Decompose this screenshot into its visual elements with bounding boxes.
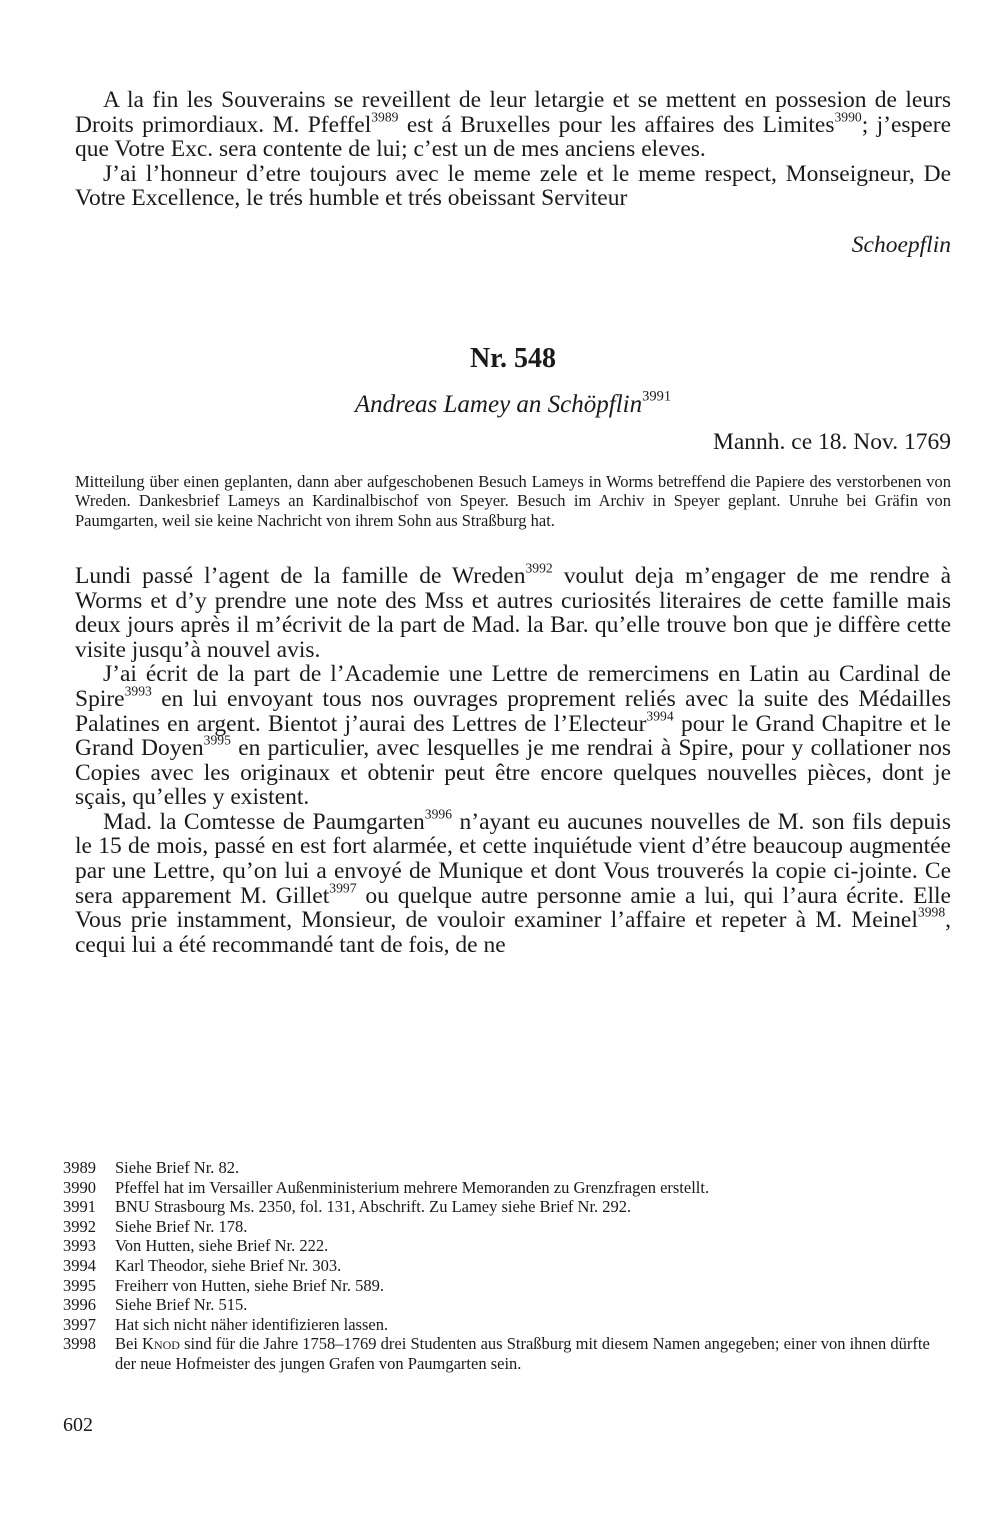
footnote-number: 3992 [63,1216,96,1236]
signature: Schoepflin [851,231,951,258]
previous-letter-ending [75,88,951,258]
author-name: Knod [142,1334,180,1354]
footnote-text: BNU Strasbourg Ms. 2350, fol. 131, Abschrift. Zu Lamey siehe Brief Nr. 292. [115,1197,632,1217]
footnote-ref[interactable]: 3994 [646,707,674,723]
letter-heading-text: Andreas Lamey an Schöpflin [354,390,643,418]
footnote-number: 3995 [63,1275,96,1295]
text-run: en particulier, avec lesquelles je me rendrai à Spire, pour y collationer nos Copies avec les originaux et obtenir peut être encore quelques nouvelles pièces, dont je sçais, qu’elles y existent. [75,735,951,811]
footnote [63,1217,951,1237]
footnote [63,1315,951,1335]
footnote-text: Siehe Brief Nr. 515. [115,1295,248,1315]
footnote-text: Freiherr von Hutten, siehe Brief Nr. 589. [115,1275,384,1295]
footnote [63,1158,951,1178]
letter-date: Mannh. ce 18. Nov. 1769 [712,428,951,455]
text-run: voulut deja m’engager de me rendre à Worms et d’y prendre une note des Mss et autres curiosités literaires de cette famille mais deux jours après il m’écrivit de la part de Mad. la Bar. qu’elle trouve bon que je diffère cette visite jusqu’à nouvel avis. [75,562,951,663]
closing-paragraph-1 [75,88,951,162]
text-run: sind für die Jahre 1758–1769 drei Studenten aus Straßburg mit diesem Namen angegeben; einer von ihnen dürfte der neue Hofmeister des jungen Grafen von Paumgarten sein. [115,1334,930,1373]
footnote-ref[interactable]: 3990 [834,108,862,124]
text-run: , cequi lui a été recommandé tant de fois, de ne [75,907,951,958]
footnote-number: 3993 [63,1236,96,1256]
footnote-text: Von Hutten, siehe Brief Nr. 222. [115,1236,329,1256]
footnote-text [115,1334,951,1373]
footnotes [63,1158,951,1374]
text-run: Bei [115,1334,143,1354]
text-run: est á Bruxelles pour les affaires des Limites [398,111,835,138]
footnote-ref[interactable]: 3989 [371,108,399,124]
footnote-text: Siehe Brief Nr. 82. [115,1158,240,1177]
letter-heading [75,390,951,420]
page [75,88,951,957]
footnote-number: 3990 [63,1177,96,1197]
letter-number: Nr. 548 [469,342,557,374]
text-run: A la fin les Souverains se reveillent de leur letargie et se mettent en possesion de leurs Droits primordiaux. M. Pfeffel [75,87,951,138]
footnote [63,1197,951,1217]
text-run: Lundi passé l’agent de la famille de Wreden [75,562,526,589]
footnote-ref[interactable]: 3991 [642,388,672,405]
footnote [63,1276,951,1296]
footnote-ref[interactable]: 3992 [525,560,553,576]
body-paragraph-2 [75,662,951,810]
footnote [63,1334,951,1373]
text-run: Mad. la Comtesse de Paumgarten [103,808,425,835]
footnote-ref[interactable]: 3997 [329,880,357,896]
text-run: J’ai écrit de la part de l’Academie une Lettre de remercimens en Latin au Cardinal de Spire [75,661,951,712]
footnote-text: Hat sich nicht näher identifizieren lassen. [115,1314,389,1334]
footnote-ref[interactable]: 3998 [917,904,946,920]
footnote-number: 3994 [63,1255,96,1275]
footnote [63,1178,951,1198]
footnote-number: 3997 [63,1314,96,1334]
footnote-number: 3989 [63,1158,96,1177]
body-paragraph-3 [75,806,951,958]
footnote-number: 3998 [63,1334,96,1354]
footnote-text: Karl Theodor, siehe Brief Nr. 303. [115,1255,342,1275]
text-run: ou quelque autre personne amie a lui, qui l’aura écrite. Elle Vous prie instamment, Monsieur, de vouloir examiner l’affaire et repeter à M. Meinel [75,882,951,934]
footnote-ref[interactable]: 3993 [124,683,152,699]
letter-body [75,560,951,958]
page-number: 602 [63,1414,93,1436]
footnote-number: 3991 [63,1197,96,1217]
text-run: en lui envoyant tous nos ouvrages proprement reliés avec la suite des Médailles Palatines en argent. Bientot j’aurai des Lettres de l’Electeur [75,685,951,737]
footnote [63,1295,951,1315]
text-run: ; j’espere que Votre Exc. sera contente de lui; c’est un de mes anciens eleves. [75,111,951,163]
text-run: n’ayant eu aucunes nouvelles de M. son fils depuis le 15 de mois, passé en est fort alarmée, et cette inquiétude vient d’étre beaucoup augmentée par une Lettre, qu’on lui a envoyé de Munique et dont Vous trouverés la copie ci-jointe. Ce sera apparement M. Gillet [75,808,951,909]
closing-paragraph-2: J’ai l’honneur d’etre toujours avec le meme zele et le meme respect, Monseigneur, De Votre Excellence, le trés humble et trés obeissant Serviteur [75,160,951,212]
text-run: pour le Grand Chapitre et le Grand Doyen [75,710,951,762]
footnote-text: Siehe Brief Nr. 178. [115,1216,248,1236]
footnote-number: 3996 [63,1295,96,1315]
footnote-ref[interactable]: 3996 [424,806,453,822]
letter-summary: Mitteilung über einen geplanten, dann aber aufgeschobenen Besuch Lameys in Worms betreffend die Papiere des verstorbenen von Wreden. Dankesbrief Lameys an Kardinalbischof von Speyer. Besuch im Archiv in Speyer geplant. Unruhe bei Gräfin von Paumgarten, weil sie keine Nachricht von ihrem Sohn aus Straßburg hat. [75,471,951,531]
footnote [63,1236,951,1256]
footnote [63,1256,951,1276]
body-paragraph-1 [75,560,951,663]
footnote-ref[interactable]: 3995 [203,732,231,748]
footnote-text: Pfeffel hat im Versailler Außenministerium mehrere Memoranden zu Grenzfragen erstellt. [115,1177,710,1197]
